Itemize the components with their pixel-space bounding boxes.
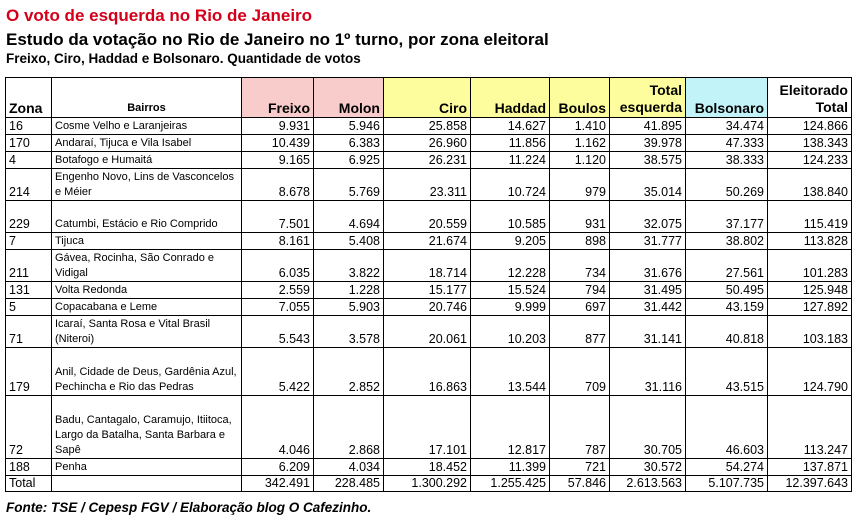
cell-eleitorado: 138.840 xyxy=(768,169,852,201)
cell-bairros: Copacabana e Leme xyxy=(52,299,242,316)
cell-haddad: 15.524 xyxy=(471,282,550,299)
cell-eleitorado: 101.283 xyxy=(768,250,852,282)
table-row xyxy=(6,282,852,299)
cell-boulos: 721 xyxy=(550,459,610,476)
header-boulos: Boulos xyxy=(550,78,610,118)
cell-bolsonaro: 27.561 xyxy=(686,250,768,282)
cell-total-esquerda: 31.676 xyxy=(610,250,686,282)
cell-zona: 5 xyxy=(6,299,52,316)
cell-bolsonaro: 40.818 xyxy=(686,316,768,348)
cell-bairros: Volta Redonda xyxy=(52,282,242,299)
cell-bairros: Catumbi, Estácio e Rio Comprido xyxy=(52,201,242,233)
header-eleitorado-line2: Total xyxy=(815,99,848,115)
cell-ciro: 25.858 xyxy=(384,118,471,135)
cell-bairros: Engenho Novo, Lins de Vasconcelos e Méier xyxy=(52,169,242,201)
cell-haddad: 12.228 xyxy=(471,250,550,282)
cell-total-esquerda: 31.116 xyxy=(610,348,686,396)
cell-eleitorado: 115.419 xyxy=(768,201,852,233)
cell-total-esquerda: 31.141 xyxy=(610,316,686,348)
cell-ciro: 18.714 xyxy=(384,250,471,282)
cell-total-esquerda: 30.572 xyxy=(610,459,686,476)
cell-zona: 72 xyxy=(6,396,52,459)
cell-molon: 4.034 xyxy=(314,459,384,476)
cell-eleitorado: 113.828 xyxy=(768,233,852,250)
cell-molon: 1.228 xyxy=(314,282,384,299)
cell-bolsonaro: 43.159 xyxy=(686,299,768,316)
cell-zona: 211 xyxy=(6,250,52,282)
cell-freixo: 6.035 xyxy=(242,250,314,282)
cell-haddad: 9.999 xyxy=(471,299,550,316)
cell-bairros: Tijuca xyxy=(52,233,242,250)
cell-bolsonaro: 38.802 xyxy=(686,233,768,250)
cell-zona: 16 xyxy=(6,118,52,135)
header-haddad: Haddad xyxy=(471,78,550,118)
cell-bolsonaro: 43.515 xyxy=(686,348,768,396)
cell-zona: 71 xyxy=(6,316,52,348)
total-row xyxy=(6,476,852,492)
cell-boulos: 794 xyxy=(550,282,610,299)
cell-bairros: Badu, Cantagalo, Caramujo, Itiitoca, Largo da Batalha, Santa Barbara e Sapê xyxy=(52,396,242,459)
cell-haddad: 13.544 xyxy=(471,348,550,396)
cell-freixo: 5.422 xyxy=(242,348,314,396)
cell-bolsonaro: 34.474 xyxy=(686,118,768,135)
table-row xyxy=(6,135,852,152)
cell-molon: 2.868 xyxy=(314,396,384,459)
cell-freixo: 6.209 xyxy=(242,459,314,476)
table-row xyxy=(6,201,852,233)
cell-bolsonaro: 38.333 xyxy=(686,152,768,169)
page-subtitle: Estudo da votação no Rio de Janeiro no 1º turno, por zona eleitoral xyxy=(6,30,549,49)
cell-zona: 214 xyxy=(6,169,52,201)
cell-ciro: 20.061 xyxy=(384,316,471,348)
cell-bolsonaro: 47.333 xyxy=(686,135,768,152)
cell-bairros: Botafogo e Humaitá xyxy=(52,152,242,169)
table-row xyxy=(6,233,852,250)
cell-total-esquerda: 39.978 xyxy=(610,135,686,152)
cell-ciro: 18.452 xyxy=(384,459,471,476)
table-row xyxy=(6,152,852,169)
cell-zona: 170 xyxy=(6,135,52,152)
table-row xyxy=(6,459,852,476)
cell-zona: 7 xyxy=(6,233,52,250)
cell-ciro: 26.960 xyxy=(384,135,471,152)
total-eleitorado: 12.397.643 xyxy=(768,476,852,492)
cell-bairros: Gávea, Rocinha, São Conrado e Vidigal xyxy=(52,250,242,282)
cell-ciro: 20.559 xyxy=(384,201,471,233)
table-row xyxy=(6,316,852,348)
cell-haddad: 11.856 xyxy=(471,135,550,152)
header-ciro: Ciro xyxy=(384,78,471,118)
cell-haddad: 11.399 xyxy=(471,459,550,476)
cell-boulos: 898 xyxy=(550,233,610,250)
total-molon: 228.485 xyxy=(314,476,384,492)
cell-eleitorado: 125.948 xyxy=(768,282,852,299)
cell-total-esquerda: 32.075 xyxy=(610,201,686,233)
total-haddad: 1.255.425 xyxy=(471,476,550,492)
cell-molon: 6.925 xyxy=(314,152,384,169)
cell-boulos: 787 xyxy=(550,396,610,459)
votes-table xyxy=(5,77,852,492)
cell-freixo: 7.501 xyxy=(242,201,314,233)
total-bairros-empty xyxy=(52,476,242,492)
cell-zona: 229 xyxy=(6,201,52,233)
cell-molon: 2.852 xyxy=(314,348,384,396)
cell-haddad: 12.817 xyxy=(471,396,550,459)
cell-boulos: 734 xyxy=(550,250,610,282)
cell-haddad: 10.724 xyxy=(471,169,550,201)
cell-molon: 3.578 xyxy=(314,316,384,348)
cell-bolsonaro: 37.177 xyxy=(686,201,768,233)
cell-bairros: Icaraí, Santa Rosa e Vital Brasil (Niteroi) xyxy=(52,316,242,348)
header-eleitorado xyxy=(768,78,852,118)
cell-eleitorado: 127.892 xyxy=(768,299,852,316)
cell-zona: 188 xyxy=(6,459,52,476)
cell-boulos: 709 xyxy=(550,348,610,396)
cell-ciro: 26.231 xyxy=(384,152,471,169)
cell-ciro: 21.674 xyxy=(384,233,471,250)
cell-freixo: 4.046 xyxy=(242,396,314,459)
cell-boulos: 1.410 xyxy=(550,118,610,135)
cell-total-esquerda: 38.575 xyxy=(610,152,686,169)
cell-total-esquerda: 31.777 xyxy=(610,233,686,250)
cell-eleitorado: 138.343 xyxy=(768,135,852,152)
cell-haddad: 11.224 xyxy=(471,152,550,169)
cell-molon: 5.769 xyxy=(314,169,384,201)
cell-bairros: Penha xyxy=(52,459,242,476)
cell-haddad: 14.627 xyxy=(471,118,550,135)
table-row xyxy=(6,299,852,316)
cell-eleitorado: 137.871 xyxy=(768,459,852,476)
total-ciro: 1.300.292 xyxy=(384,476,471,492)
cell-ciro: 17.101 xyxy=(384,396,471,459)
cell-haddad: 10.203 xyxy=(471,316,550,348)
source-note: Fonte: TSE / Cepesp FGV / Elaboração blog O Cafezinho. xyxy=(6,500,372,515)
cell-freixo: 5.543 xyxy=(242,316,314,348)
cell-eleitorado: 124.866 xyxy=(768,118,852,135)
table-row xyxy=(6,169,852,201)
cell-molon: 6.383 xyxy=(314,135,384,152)
cell-freixo: 10.439 xyxy=(242,135,314,152)
cell-bolsonaro: 50.269 xyxy=(686,169,768,201)
table-header-row xyxy=(6,78,852,118)
cell-haddad: 9.205 xyxy=(471,233,550,250)
cell-freixo: 8.161 xyxy=(242,233,314,250)
cell-haddad: 10.585 xyxy=(471,201,550,233)
cell-total-esquerda: 41.895 xyxy=(610,118,686,135)
cell-bairros: Cosme Velho e Laranjeiras xyxy=(52,118,242,135)
cell-zona: 179 xyxy=(6,348,52,396)
header-bairros: Bairros xyxy=(52,78,242,118)
page-description: Freixo, Ciro, Haddad e Bolsonaro. Quantidade de votos xyxy=(6,51,361,66)
table-row xyxy=(6,250,852,282)
cell-total-esquerda: 35.014 xyxy=(610,169,686,201)
header-total-esquerda-line2: esquerda xyxy=(619,99,682,115)
header-total-esquerda xyxy=(610,78,686,118)
total-label: Total xyxy=(6,476,52,492)
header-zona: Zona xyxy=(6,78,52,118)
cell-bolsonaro: 46.603 xyxy=(686,396,768,459)
cell-zona: 131 xyxy=(6,282,52,299)
cell-bolsonaro: 54.274 xyxy=(686,459,768,476)
cell-eleitorado: 124.790 xyxy=(768,348,852,396)
total-esquerda: 2.613.563 xyxy=(610,476,686,492)
page-title: O voto de esquerda no Rio de Janeiro xyxy=(6,6,313,25)
cell-boulos: 979 xyxy=(550,169,610,201)
header-bolsonaro: Bolsonaro xyxy=(686,78,768,118)
cell-bolsonaro: 50.495 xyxy=(686,282,768,299)
header-total-esquerda-line1: Total xyxy=(649,82,682,98)
cell-ciro: 23.311 xyxy=(384,169,471,201)
cell-eleitorado: 113.247 xyxy=(768,396,852,459)
total-boulos: 57.846 xyxy=(550,476,610,492)
cell-molon: 5.946 xyxy=(314,118,384,135)
cell-molon: 5.903 xyxy=(314,299,384,316)
cell-molon: 3.822 xyxy=(314,250,384,282)
cell-total-esquerda: 31.442 xyxy=(610,299,686,316)
cell-total-esquerda: 30.705 xyxy=(610,396,686,459)
cell-molon: 4.694 xyxy=(314,201,384,233)
cell-freixo: 7.055 xyxy=(242,299,314,316)
cell-ciro: 20.746 xyxy=(384,299,471,316)
header-freixo: Freixo xyxy=(242,78,314,118)
total-freixo: 342.491 xyxy=(242,476,314,492)
cell-zona: 4 xyxy=(6,152,52,169)
cell-boulos: 1.162 xyxy=(550,135,610,152)
cell-molon: 5.408 xyxy=(314,233,384,250)
cell-boulos: 931 xyxy=(550,201,610,233)
cell-freixo: 8.678 xyxy=(242,169,314,201)
cell-boulos: 697 xyxy=(550,299,610,316)
cell-freixo: 9.165 xyxy=(242,152,314,169)
header-eleitorado-line1: Eleitorado xyxy=(779,82,848,98)
cell-boulos: 877 xyxy=(550,316,610,348)
cell-total-esquerda: 31.495 xyxy=(610,282,686,299)
cell-freixo: 2.559 xyxy=(242,282,314,299)
cell-bairros: Andaraí, Tijuca e Vila Isabel xyxy=(52,135,242,152)
cell-eleitorado: 103.183 xyxy=(768,316,852,348)
header-molon: Molon xyxy=(314,78,384,118)
table-row xyxy=(6,118,852,135)
cell-freixo: 9.931 xyxy=(242,118,314,135)
total-bolsonaro: 5.107.735 xyxy=(686,476,768,492)
table-row xyxy=(6,348,852,396)
cell-eleitorado: 124.233 xyxy=(768,152,852,169)
cell-bairros: Anil, Cidade de Deus, Gardênia Azul, Pechincha e Rio das Pedras xyxy=(52,348,242,396)
cell-ciro: 15.177 xyxy=(384,282,471,299)
cell-boulos: 1.120 xyxy=(550,152,610,169)
table-row xyxy=(6,396,852,459)
cell-ciro: 16.863 xyxy=(384,348,471,396)
